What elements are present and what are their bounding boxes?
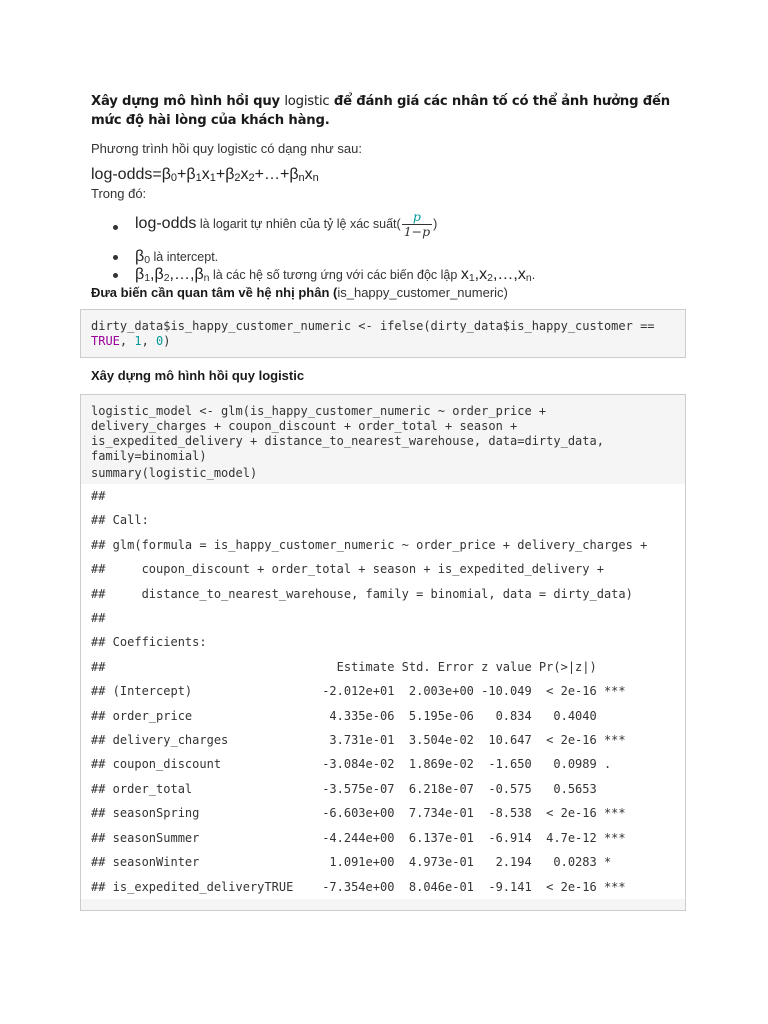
output-line: ## glm(formula = is_happy_customer_numeric ~ order_price + delivery_charges + bbox=[91, 537, 648, 552]
output-line: ## bbox=[91, 611, 106, 626]
output-line: ## coupon_discount -3.084e-02 1.869e-02 -1.650 0.0989 . bbox=[91, 757, 612, 772]
output-line: ## seasonSummer -4.244e+00 6.137e-01 -6.914 4.7e-12 *** bbox=[91, 830, 626, 845]
glm-source-code: logistic_model <- glm(is_happy_customer_numeric ~ order_price + delivery_charges + coupon_discount + order_total + season + is_expedited_delivery + distance_to_nearest_warehouse, data=dirty_data, family=binomial) bbox=[91, 404, 604, 463]
output-line: ## delivery_charges 3.731e-01 3.504e-02 10.647 < 2e-16 *** bbox=[91, 733, 626, 748]
output-line: ## Estimate Std. Error z value Pr(>|z|) bbox=[91, 659, 597, 674]
output-line: ## order_price 4.335e-06 5.195e-06 0.834 0.4040 bbox=[91, 708, 597, 723]
probability-fraction: $\frac{p}{1-p}$ bbox=[403, 209, 431, 239]
output-line: ## bbox=[91, 489, 106, 503]
output-line: ## Coefficients: bbox=[91, 635, 207, 650]
section-heading: Xây dựng mô hình hồi quy logistic để đánh giá các nhân tố có thể ảnh hưởng đến mức độ hài lòng của khách hàng. bbox=[91, 94, 670, 128]
output-line: ## seasonSpring -6.603e+00 7.734e-01 -8.538 < 2e-16 *** bbox=[91, 806, 626, 821]
output-line: ## seasonWinter 1.091e+00 4.973e-01 2.194 0.0283 * bbox=[91, 855, 612, 870]
code-text: dirty_data$is_happy_customer_numeric <- ifelse(dirty_data$is_happy_customer == TRUE, 1, 0) bbox=[91, 319, 655, 348]
model-heading: Xây dựng mô hình hồi quy logistic bbox=[91, 368, 305, 383]
output-line: ## (Intercept) -2.012e+01 2.003e+00 -10.049 < 2e-16 *** bbox=[91, 684, 626, 699]
code-block-ifelse bbox=[80, 309, 686, 358]
output-line: ## order_total -3.575e-07 6.218e-07 -0.575 0.5653 bbox=[91, 781, 597, 796]
code-block-glm bbox=[80, 394, 686, 911]
intro-text: Phương trình hồi quy logistic có dạng như sau: bbox=[91, 141, 362, 156]
output-line: ## is_expedited_deliveryTRUE -7.354e+00 8.046e-01 -9.141 < 2e-16 *** bbox=[91, 879, 626, 894]
output-line: ## Call: bbox=[91, 513, 149, 528]
where-text: Trong đó: bbox=[91, 186, 147, 201]
summary-output bbox=[81, 484, 685, 899]
list-item: $\beta_1,\beta_2,\dots,\beta_n$ là các hệ số tương ứng với các biến độc lập $x_1,x_2,\dots,x_n$. bbox=[91, 266, 691, 284]
output-line: ## coupon_discount + order_total + season + is_expedited_delivery + bbox=[91, 562, 604, 577]
logistic-formula: $\log-odds=\beta_0+\beta_1x_1+\beta_2x_2+\dots+\beta_nx_n$ bbox=[91, 166, 319, 184]
definitions-list bbox=[91, 210, 691, 284]
output-line: ## distance_to_nearest_warehouse, family = binomial, data = dirty_data) bbox=[91, 586, 633, 601]
binary-note: Đưa biến cần quan tâm về hệ nhị phân (is_happy_customer_numeric) bbox=[91, 285, 508, 300]
logistic-term: logistic bbox=[284, 94, 330, 109]
list-item: $\beta_0$ là intercept. bbox=[91, 248, 691, 266]
list-item: log-odds là logarit tự nhiên của tỷ lệ xác suất( $\frac{p}{1-p}$ ) bbox=[91, 210, 691, 248]
summary-call-code: summary(logistic_model) bbox=[91, 466, 258, 480]
